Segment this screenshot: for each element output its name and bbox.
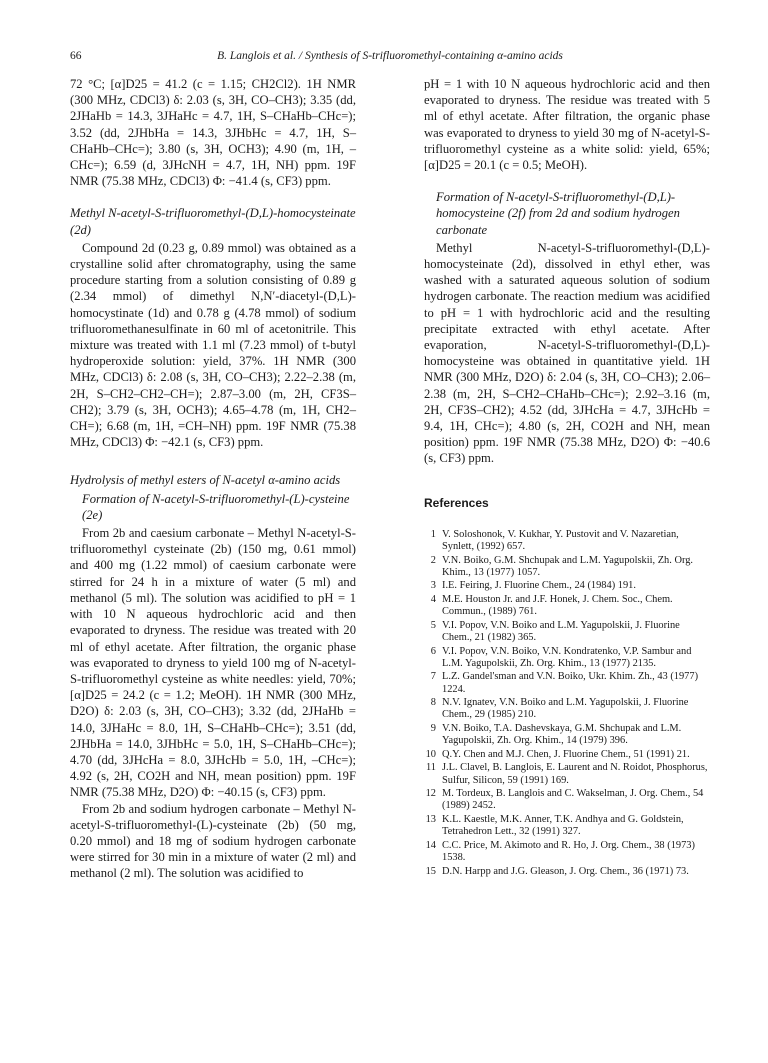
left-column — [70, 76, 356, 882]
reference-text: Q.Y. Chen and M.J. Chen, J. Fluorine Chem., 51 (1991) 21. — [442, 748, 690, 760]
reference-item — [424, 620, 710, 644]
reference-item — [424, 580, 710, 592]
reference-number: 11 — [425, 762, 436, 774]
reference-item — [424, 697, 710, 721]
reference-item — [424, 788, 710, 812]
reference-number: 10 — [425, 748, 436, 760]
reference-text: V.I. Popov, V.N. Boiko and L.M. Yagupolskii, J. Fluorine Chem., 21 (1982) 365. — [442, 619, 680, 644]
reference-item — [424, 594, 710, 618]
reference-item — [424, 866, 710, 878]
reference-text: K.L. Kaestle, M.K. Anner, T.K. Andhya and G. Goldstein, Tetrahedron Lett., 32 (1991) 327. — [442, 814, 684, 838]
reference-item — [424, 671, 710, 695]
reference-item — [424, 762, 710, 786]
reference-number: 8 — [430, 697, 436, 709]
body-paragraph: From 2b and sodium hydrogen carbonate – Methyl N-acetyl-S-trifluoromethyl-(L)-cysteinate (2b) (50 mg, 0.20 mmol) and 18 mg of sodium hydrogen carbonate were stirred for 30 min in a mixture of water (2 ml) and methanol (2 ml). The solution was acidified to — [70, 801, 356, 881]
reference-item — [424, 646, 710, 670]
reference-text: J.L. Clavel, B. Langlois, E. Laurent and N. Roidot, Phosphorus, Sulfur, Silicon, 59 (1991) 169. — [442, 762, 708, 786]
reference-text: M. Tordeux, B. Langlois and C. Wakselman, J. Org. Chem., 54 (1989) 2452. — [442, 788, 704, 812]
reference-list — [424, 529, 710, 878]
body-paragraph: 72 °C; [α]D25 = 41.2 (c = 1.15; CH2Cl2). 1H NMR (300 MHz, CDCl3) δ: 2.03 (s, 3H, CO–CH3); 3.35 (dd, 2JHaHb = 14.3, 3JHaHc = 4.7, 1H, S–CHaHb–CHc=); 3.52 (dd, 2JHbHa = 14.3, 3JHbHc = 4.7, 1H, S–CHaHb–CHc=); 3.80 (s, 3H, OCH3); 4.90 (m, 1H, –CHc=); 6.59 (d, 3JHcNH = 4.7, 1H, NH) ppm. 19F NMR (75.38 MHz, CDCl3) Φ: −41.4 (s, CF3) ppm. — [70, 77, 356, 189]
reference-text: D.N. Harpp and J.G. Gleason, J. Org. Chem., 36 (1971) 73. — [442, 865, 689, 877]
reference-text: N.V. Ignatev, V.N. Boiko and L.M. Yagupolskii, J. Fluorine Chem., 29 (1985) 210. — [442, 697, 689, 721]
reference-item — [424, 749, 710, 761]
reference-text: C.C. Price, M. Akimoto and R. Ho, J. Org. Chem., 38 (1973) 1538. — [442, 839, 695, 864]
body-paragraph: From 2b and caesium carbonate – Methyl N-acetyl-S-trifluoromethyl cysteinate (2b) (150 mg, 0.61 mmol) and 400 mg (1.22 mmol) of caesium carbonate were stirred for 24 h in a mixture of water (5 ml) and methanol (5 ml). The solution was acidified to pH = 1 with 10 N aqueous hydrochloric acid and then evaporated to dryness. The residue was treated with 20 ml of ethyl acetate. After filtration, the organic phase was evaporated to dryness to yield 100 mg of N-acetyl-S-trifluoromethyl cysteine as white needles: yield, 70%; [α]D25 = 24.2 (c = 1.2; MeOH). 1H NMR (300 MHz, D2O) δ: 2.03 (s, 3H, CO–CH3); 3.32 (dd, 2JHaHb = 14.0, 3JHaHc = 8.0, 1H, S–CHaHb–CHc=); 3.51 (dd, 2JHbHa = 14.0, 3JHbHc = 5.0, 1H, S–CHaHb–CHc=); 4.70 (dd, 3JHcHa = 8.0, 3JHcHb = 5.0, 1H, –CHc=); 4.92 (s, 2H, CO2H and NH, mean position) ppm. 19F NMR (75.38 MHz, D2O) Φ: −40.15 (s, CF3) ppm. — [70, 526, 356, 800]
reference-item — [424, 529, 710, 553]
references-heading: References — [424, 495, 489, 510]
section-heading-2d: Methyl N-acetyl-S-trifluoromethyl-(D,L)-homocysteinate (2d) — [70, 206, 356, 237]
reference-text: V.N. Boiko, T.A. Dashevskaya, G.M. Shchupak and L.M. Yagupolskii, Zh. Org. Khim., 14 (1979) 396. — [442, 723, 682, 747]
reference-number: 3 — [430, 580, 436, 592]
page-number: 66 — [70, 50, 82, 62]
reference-number: 1 — [430, 528, 436, 540]
reference-number: 13 — [425, 814, 436, 826]
running-title: B. Langlois et al. / Synthesis of S-trifluoromethyl-containing α-amino acids — [217, 50, 563, 62]
reference-number: 2 — [430, 554, 436, 566]
reference-number: 6 — [430, 645, 436, 657]
body-paragraph: pH = 1 with 10 N aqueous hydrochloric acid and then evaporated to dryness. The residue was treated with 5 ml of ethyl acetate. After filtration, the organic phase was evaporated to dryness to yield 30 mg of N-acetyl-S-trifluoromethyl cysteine as a white solid: yield, 65%; [α]D25 = 20.1 (c = 0.5; MeOH). — [424, 77, 710, 173]
right-column — [424, 76, 710, 879]
reference-text: V.N. Boiko, G.M. Shchupak and L.M. Yagupolskii, Zh. Org. Khim., 13 (1977) 1057. — [442, 554, 694, 578]
reference-number: 15 — [425, 865, 436, 877]
section-heading-hydrolysis: Hydrolysis of methyl esters of N-acetyl α-amino acids — [70, 473, 341, 488]
reference-text: I.E. Feiring, J. Fluorine Chem., 24 (1984) 191. — [442, 580, 636, 592]
reference-number: 9 — [430, 723, 436, 735]
reference-number: 12 — [425, 788, 436, 800]
body-paragraph: Compound 2d (0.23 g, 0.89 mmol) was obtained as a crystalline solid after chromatography, using the same procedure starting from a solution consisting of 0.89 g (2.34 mmol) of dimethyl N,N′-diacetyl-(D,L)-homocystinate (1d) and 0.78 g (4.78 mmol) of sodium trifluoromethanesulfinate in 60 ml of acetonitrile. This mixture was treated with 1.1 ml (7.23 mmol) of t-butyl hydroperoxide solution: yield, 37%. 1H NMR (300 MHz, CDCl3) δ: 2.08 (s, 3H, CO–CH3); 2.22–2.38 (m, 2H, S–CH2–CH2–CH=); 2.87–3.00 (m, 2H, CF3S–CH2); 3.79 (s, 3H, OCH3); 4.65–4.78 (m, 1H, CH2–CH=); 6.68 (m, 1H, =CH–NH) ppm. 19F NMR (75.38 MHz, CDCl3) Φ: −42.1 (s, CF3) ppm. — [70, 240, 356, 450]
reference-item — [424, 814, 710, 838]
reference-number: 7 — [430, 671, 436, 683]
reference-number: 14 — [425, 839, 436, 851]
subsection-heading-2f: Formation of N-acetyl-S-trifluoromethyl-(D,L)-homocysteine (2f) from 2d and sodium hydrogen carbonate — [436, 190, 680, 237]
reference-item — [424, 840, 710, 864]
reference-number: 5 — [430, 619, 436, 631]
body-paragraph: Methyl N-acetyl-S-trifluoromethyl-(D,L)-homocysteinate (2d), dissolved in ethyl ether, was washed with a saturated aqueous solution of sodium hydrogen carbonate. The reaction medium was acidified to pH = 1 with hydrochloric acid and the resulting precipitate extracted with ethyl acetate. After evaporation, N-acetyl-S-trifluoromethyl-(D,L)-homocysteine was obtained in quantitative yield. 1H NMR (300 MHz, D2O) δ: 2.04 (s, 3H, CO–CH3); 2.06–2.38 (m, 2H, S–CH2–CHaHb–CHc=); 2.92–3.16 (m, 2H, CF3S–CH2); 4.52 (dd, 3JHcHa = 4.7, 3JHcHb = 9.4, 1H, CHc=); 4.80 (s, 2H, CO2H and NH, mean position) ppm. 19F NMR (75.38 MHz, D2O) Φ: −40.6 (s, CF3) ppm. — [424, 240, 710, 466]
reference-number: 4 — [430, 594, 436, 606]
subsection-heading-2e: Formation of N-acetyl-S-trifluoromethyl-(L)-cysteine (2e) — [82, 491, 350, 522]
page-header — [70, 50, 710, 66]
reference-item — [424, 723, 710, 747]
reference-text: L.Z. Gandel'sman and V.N. Boiko, Ukr. Khim. Zh., 43 (1977) 1224. — [442, 671, 699, 695]
reference-text: V.I. Popov, V.N. Boiko, V.N. Kondratenko, V.P. Sambur and L.M. Yagupolskii, Zh. Org. Khim., 13 (1977) 2135. — [442, 645, 692, 669]
reference-item — [424, 555, 710, 579]
reference-text: M.E. Houston Jr. and J.F. Honek, J. Chem. Soc., Chem. Commun., (1989) 761. — [442, 594, 673, 618]
reference-text: V. Soloshonok, V. Kukhar, Y. Pustovit and V. Nazaretian, Synlett, (1992) 657. — [442, 528, 679, 553]
